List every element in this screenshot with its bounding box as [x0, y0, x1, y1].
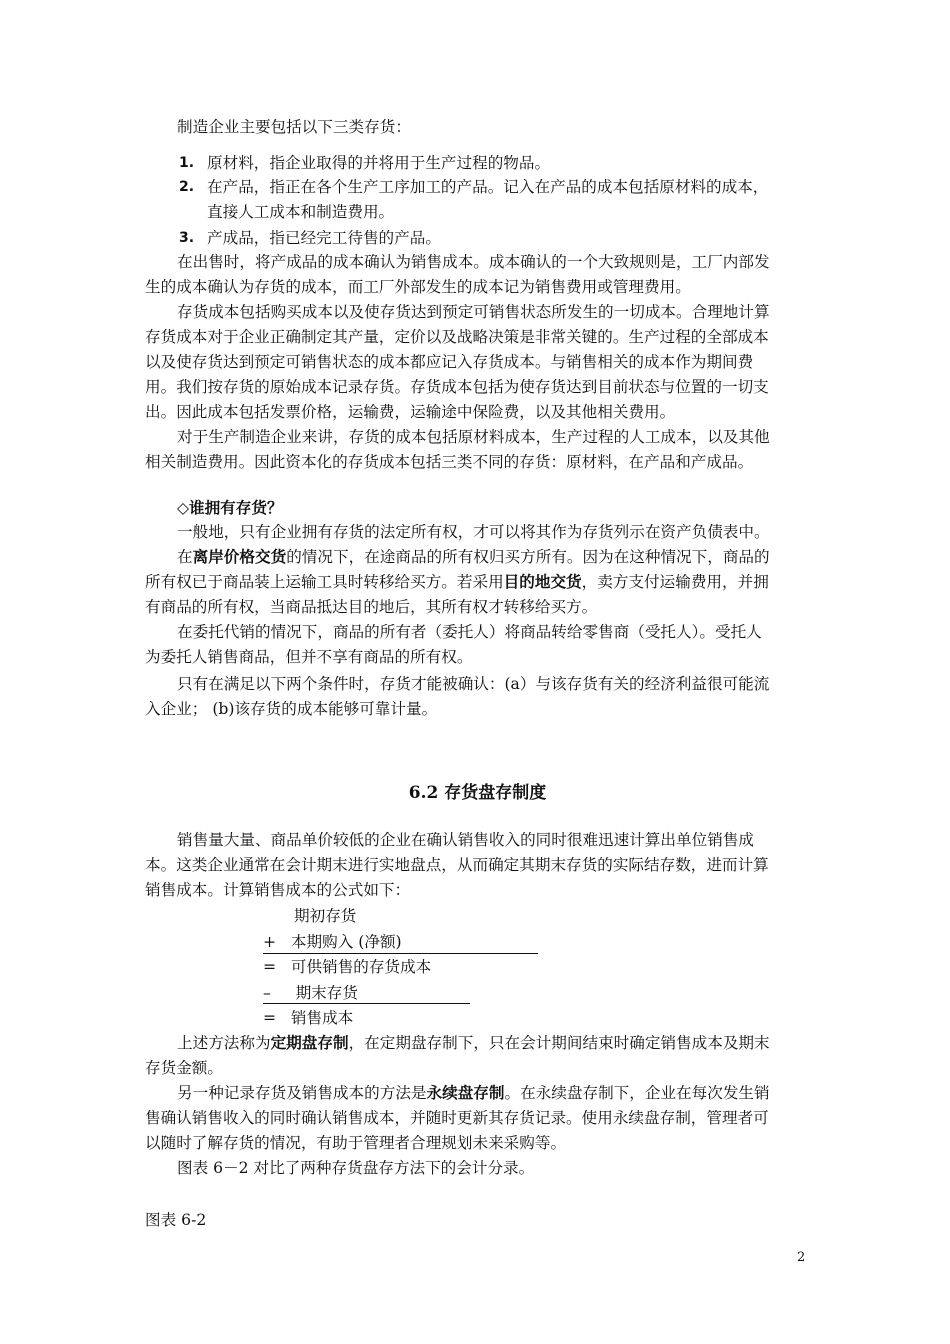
- list-number: 3.: [179, 230, 195, 246]
- term-perpetual: 永续盘存制: [426, 1083, 505, 1102]
- paragraph: 入企业； (b)该存货的成本能够可靠计量。: [145, 700, 438, 718]
- term-destination: 目的地交货: [503, 572, 582, 591]
- list-item: 在产品，指正在各个生产工序加工的产品。记入在产品的成本包括原材料的成本，: [207, 178, 769, 196]
- term-periodic: 定期盘存制: [270, 1033, 349, 1052]
- paragraph: 上述方法称为定期盘存制，在定期盘存制下，只在会计期间结束时确定销售成本及期末: [177, 1033, 770, 1052]
- paragraph: 用。我们按存货的原始成本记录存货。存货成本包括为使存货达到目前状态与位置的一切支: [145, 378, 769, 396]
- paragraph: 只有在满足以下两个条件时，存货才能被确认：(a）与该存货有关的经济利益很可能流: [177, 675, 770, 693]
- formula-line: = 可供销售的存货成本: [263, 958, 432, 976]
- list-number: 1.: [179, 155, 195, 171]
- paragraph: 存货金额。: [145, 1059, 223, 1077]
- paragraph: 有商品的所有权，当商品抵达目的地后，其所有权才转移给买方。: [145, 598, 598, 616]
- paragraph: 图表 6－2 对比了两种存货盘存方法下的会计分录。: [177, 1159, 535, 1177]
- paragraph: 在出售时，将产成品的成本确认为销售成本。成本确认的一个大致规则是，工厂内部发: [177, 253, 770, 271]
- paragraph: 对于生产制造企业来讲，存货的成本包括原材料成本，生产过程的人工成本，以及其他: [177, 428, 770, 446]
- paragraph: 生的成本确认为存货的成本，而工厂外部发生的成本记为销售费用或管理费用。: [145, 278, 691, 296]
- list-number: 2.: [179, 179, 195, 195]
- paragraph: 所有权已于商品装上运输工具时转移给买方。若采用目的地交货，卖方支付运输费用，并拥: [145, 572, 769, 591]
- paragraph: 本。这类企业通常在会计期末进行实地盘点，从而确定其期末存货的实际结存数，进而计算: [145, 856, 769, 874]
- paragraph: 销售量大量、商品单价较低的企业在确认销售收入的同时很难迅速计算出单位销售成: [177, 831, 754, 849]
- paragraph: 售确认销售收入的同时确认销售成本，并随时更新其存货记录。使用永续盘存制，管理者可: [145, 1109, 769, 1127]
- intro-text: 制造企业主要包括以下三类存货：: [177, 118, 411, 136]
- term-fob: 离岸价格交货: [192, 547, 287, 566]
- formula-line: + 本期购入 (净额): [263, 933, 402, 951]
- list-item-continuation: 直接人工成本和制造费用。: [207, 203, 395, 221]
- formula-underline: [263, 953, 538, 954]
- paragraph: 相关制造费用。因此资本化的存货成本包括三类不同的存货：原材料，在产品和产成品。: [145, 453, 754, 471]
- paragraph: 另一种记录存货及销售成本的方法是永续盘存制。在永续盘存制下，企业在每次发生销: [177, 1083, 770, 1102]
- list-item: 原材料，指企业取得的并将用于生产过程的物品。: [207, 154, 551, 172]
- paragraph: 在离岸价格交货的情况下，在途商品的所有权归买方所有。因为在这种情况下，商品的: [177, 547, 770, 566]
- paragraph: 出。因此成本包括发票价格，运输费，运输途中保险费，以及其他相关费用。: [145, 403, 676, 421]
- list-item: 产成品，指已经完工待售的产品。: [207, 229, 441, 247]
- paragraph: 以及使存货达到预定可销售状态的成本都应记入存货成本。与销售相关的成本作为期间费: [145, 353, 754, 371]
- formula-line: – 期末存货: [263, 984, 358, 1002]
- paragraph: 在委托代销的情况下，商品的所有者（委托人）将商品转给零售商（受托人）。受托人: [177, 623, 762, 641]
- paragraph: 存货成本包括购买成本以及使存货达到预定可销售状态所发生的一切成本。合理地计算: [177, 303, 770, 321]
- figure-caption: 图表 6-2: [145, 1211, 207, 1229]
- paragraph: 为委托人销售商品，但并不享有商品的所有权。: [145, 648, 473, 666]
- formula-line: = 销售成本: [263, 1009, 354, 1027]
- paragraph: 以随时了解存货的情况，有助于管理者合理规划未来采购等。: [145, 1134, 567, 1152]
- page-number: 2: [797, 1250, 806, 1265]
- section-heading: 6.2 存货盘存制度: [408, 783, 547, 803]
- paragraph: 存货成本对于企业正确制定其产量，定价以及战略决策是非常关键的。生产过程的全部成本: [145, 328, 769, 346]
- formula-underline: [263, 1003, 470, 1004]
- formula-line: 期初存货: [294, 907, 357, 925]
- paragraph: 销售成本。计算销售成本的公式如下：: [145, 881, 411, 899]
- subheading: ◇谁拥有存货？: [177, 498, 283, 517]
- paragraph: 一般地，只有企业拥有存货的法定所有权，才可以将其作为存货列示在资产负债表中。: [177, 523, 770, 541]
